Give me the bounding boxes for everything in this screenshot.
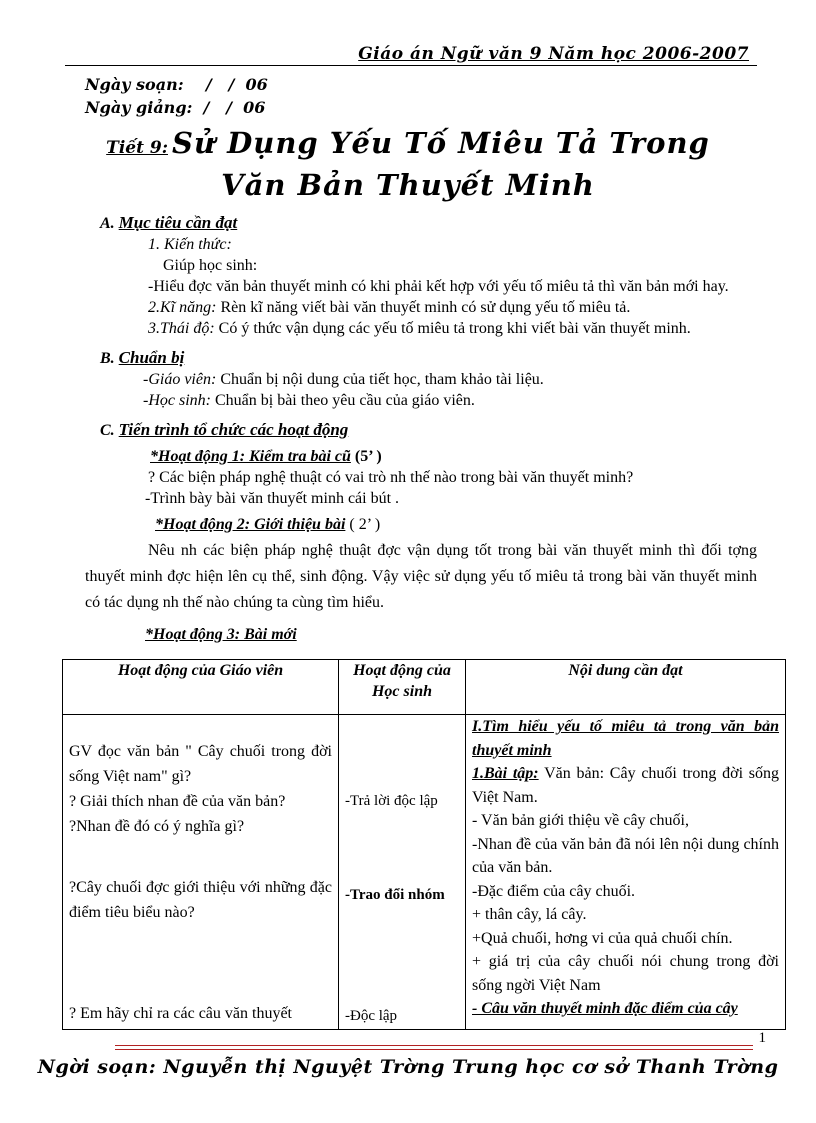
activity2-paragraph: Nêu nh các biện pháp nghệ thuật đợc vận dụng tốt trong bài văn thuyết minh thì đối tợng thuyết minh đợc hiện lên cụ thể, sinh động. Vậy việc sử dụng yếu tố miêu tả trong bài văn thuyết minh có tác dụng nh thế nào chúng ta cùng tìm hiểu.: [85, 542, 757, 611]
lesson-title-line1: [0, 125, 816, 167]
section-a-label: A.: [100, 215, 115, 232]
page-number: 1: [758, 1030, 766, 1046]
student-prep-text: Chuẩn bị bài theo yêu cầu của giáo viên.: [210, 392, 475, 409]
content-line: +Quả chuối, hơng vi của quả chuối chín.: [472, 929, 733, 947]
table-body-row: [63, 715, 786, 1030]
date-soan: Ngày soạn: / / 06: [85, 75, 268, 94]
skill-label: 2.Kĩ năng:: [148, 299, 217, 316]
section-a-heading: [100, 212, 816, 234]
table-header-row: [63, 660, 786, 715]
attitude-text: Có ý thức vận dụng các yếu tố miêu tả trong khi viết bài văn thuyết minh.: [214, 320, 691, 337]
date-giang: Ngày giảng: / / 06: [85, 98, 266, 117]
student-prep-line: [143, 390, 816, 411]
activity2-title: *Hoạt động 2: Giới thiệu bài: [155, 516, 346, 533]
content-line: -Nhan đề của văn bản đã nói lên nội dung chính của văn bản.: [472, 835, 779, 876]
lesson-table: [62, 659, 786, 1030]
student-response-2: -Trao đổi nhóm: [345, 887, 445, 903]
section-a-title: Mục tiêu cần đạt: [118, 213, 238, 232]
question-read-text: GV đọc văn bản " Cây chuối trong đời sống Việt nam" gì?: [69, 743, 332, 785]
content-line: - Văn bản giới thiệu về cây chuối,: [472, 812, 689, 829]
lesson-title-text1: Sử Dụng Yếu Tố Miêu Tả Trong: [171, 126, 710, 160]
student-prep-label: -Học sinh:: [143, 392, 211, 409]
question-title-meaning: ?Nhan đề đó có ý nghĩa gì?: [69, 818, 245, 835]
teacher-question-1: [69, 739, 332, 839]
header-content-goal: Nội dung cần đạt: [466, 660, 786, 715]
student-activity-cell: [339, 715, 466, 1030]
section-b-label: B.: [100, 350, 115, 367]
activity3-title: *Hoạt động 3: Bài mới: [145, 626, 297, 643]
attitude-label: 3.Thái độ:: [148, 320, 215, 337]
teacher-activity-cell: [63, 715, 339, 1030]
lesson-number: Tiết 9:: [106, 138, 168, 158]
activity1-question: ? Các biện pháp nghệ thuật có vai trò nh thế nào trong bài văn thuyết minh?: [148, 469, 634, 486]
teacher-question-3: ? Em hãy chỉ ra các câu văn thuyết: [69, 1005, 292, 1022]
content-section-heading: I.Tìm hiểu yếu tố miêu tả trong văn bản thuyết minh: [472, 718, 779, 759]
exercise-text: Văn bản: Cây chuối trong đời sống Việt Nam.: [472, 765, 780, 806]
attitude-line: [85, 318, 757, 339]
knowledge-intro: Giúp học sinh:: [163, 257, 258, 274]
header-teacher-activity: Hoạt động của Giáo viên: [63, 660, 339, 715]
teacher-prep-label: -Giáo viên:: [143, 371, 217, 388]
activity1-task: -Trình bày bài văn thuyết minh cái bút .: [145, 490, 400, 507]
header-student-activity: Hoạt động của Học sinh: [339, 660, 466, 715]
exercise-line: [472, 762, 779, 809]
activity1-duration: (5’ ): [350, 448, 382, 465]
skill-line: [85, 297, 757, 318]
teacher-question-2: ?Cây chuối đợc giới thiệu với những đặc điểm tiêu biểu nào?: [69, 879, 332, 921]
activity1-title: *Hoạt động 1: Kiểm tra bài cũ: [150, 448, 351, 465]
footer-author-text: Ngời soạn: Nguyễn thị Nguyệt Trờng Trung học cơ sở Thanh Trờng: [37, 1056, 779, 1078]
section-c-label: C.: [100, 422, 115, 439]
question-explain-title: ? Giải thích nhan đề của văn bản?: [69, 793, 286, 810]
content-goal-cell: [466, 715, 786, 1030]
content-line: + giá trị của cây chuối nói chung trong đời sống ngời Việt Nam: [472, 953, 779, 994]
knowledge-label: 1. Kiến thức:: [148, 236, 232, 253]
footer-author: [0, 1056, 816, 1078]
content-highlight-line: - Câu văn thuyết minh đặc điểm của cây: [472, 1000, 738, 1017]
doc-header: [65, 0, 757, 66]
student-response-1: -Trả lời độc lập: [345, 793, 438, 809]
content-line: -Đặc điểm của cây chuối.: [472, 882, 636, 900]
teacher-prep-line: [143, 369, 816, 390]
skill-text: Rèn kĩ năng viết bài văn thuyết minh có sử dụng yếu tố miêu tả.: [216, 299, 631, 316]
lesson-title: [0, 125, 816, 204]
activity2-heading: [155, 514, 816, 535]
section-b-heading: [100, 347, 816, 369]
section-c-heading: [100, 419, 816, 441]
doc-header-title: Giáo án Ngữ văn 9 Năm học 2006-2007: [358, 44, 749, 64]
activity1-heading: [150, 446, 816, 467]
section-b-title: Chuẩn bị: [118, 348, 185, 367]
teacher-prep-text: Chuẩn bị nội dung của tiết học, tham khảo tài liệu.: [216, 371, 544, 388]
student-response-3: -Độc lập: [345, 1008, 398, 1024]
lesson-title-text2: Văn Bản Thuyết Minh: [221, 168, 595, 202]
footer-rule: [115, 1045, 753, 1050]
knowledge-text: -Hiểu đợc văn bản thuyết minh có khi phải kết hợp với yếu tố miêu tả thì văn bản mới hay.: [148, 278, 729, 295]
activity3-heading: [145, 624, 816, 645]
activity2-duration: ( 2’ ): [345, 516, 381, 533]
content-line: + thân cây, lá cây.: [472, 906, 587, 923]
section-c-title: Tiến trình tổ chức các hoạt động: [118, 420, 349, 439]
date-block: [85, 73, 816, 119]
exercise-label: 1.Bài tập:: [472, 765, 539, 782]
